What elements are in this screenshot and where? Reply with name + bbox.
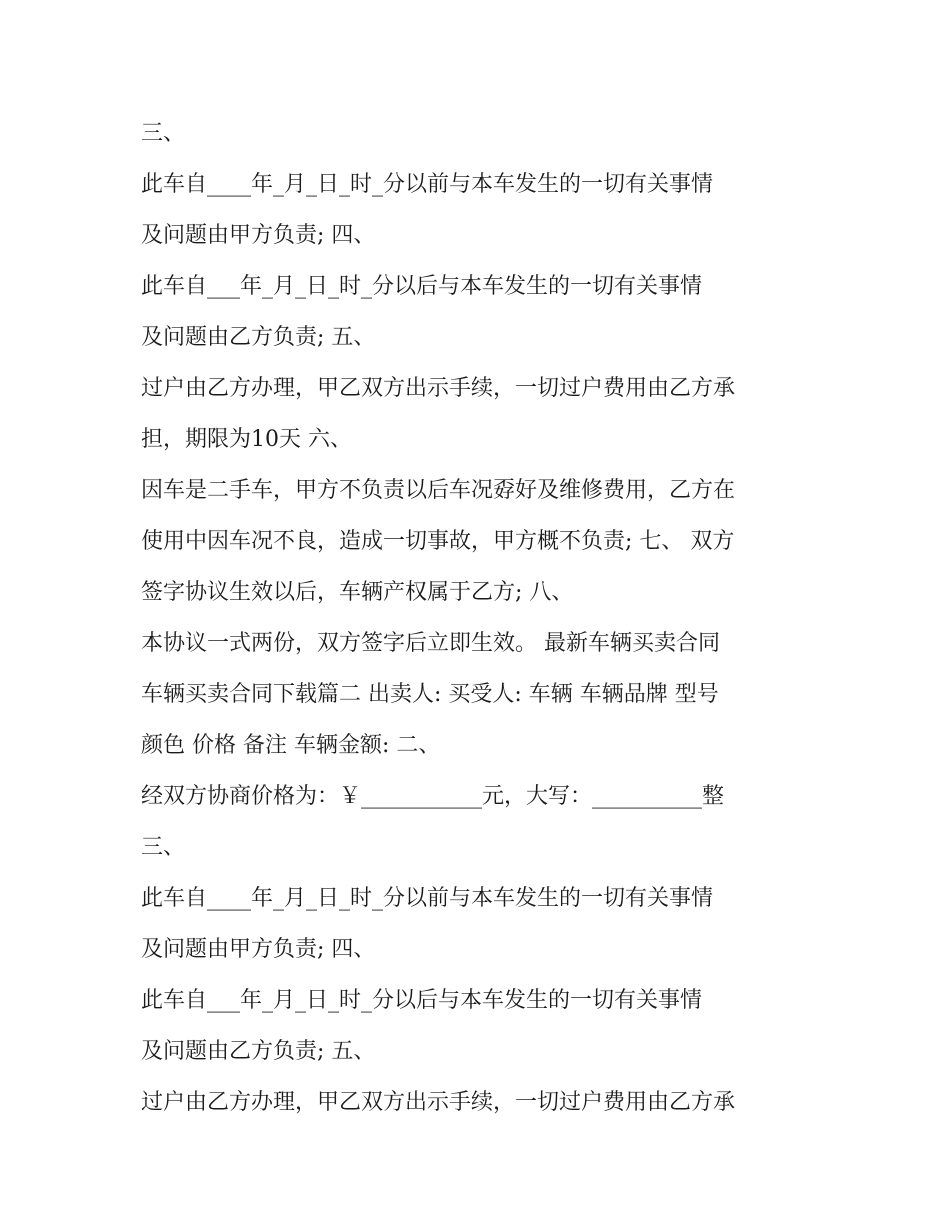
text-line: 三、 [141, 121, 186, 146]
text-line: 及问题由甲方负责; 四、 [141, 223, 376, 248]
text-line: 及问题由乙方负责; 五、 [141, 325, 376, 350]
text-line: 经双方协商价格为：￥___________元，大写：__________整 [141, 784, 725, 809]
text-line: 三、 [141, 835, 186, 860]
text-line: 此车自___年_月_日_时_分以后与本车发生的一切有关事情 [141, 988, 703, 1013]
text-line: 车辆买卖合同下载篇二 出卖人: 买受人: 车辆 车辆品牌 型号 [141, 682, 719, 707]
text-line: 因车是二手车，甲方不负责以后车况孬好及维修费用，乙方在 [141, 478, 736, 503]
text-line: 此车自____年_月_日_时_分以前与本车发生的一切有关事情 [141, 886, 714, 911]
text-line: 签字协议生效以后，车辆产权属于乙方; 八、 [141, 580, 574, 605]
text-line: 此车自____年_月_日_时_分以前与本车发生的一切有关事情 [141, 172, 714, 197]
text-line: 及问题由甲方负责; 四、 [141, 937, 376, 962]
text-line: 及问题由乙方负责; 五、 [141, 1039, 376, 1064]
text-line: 颜色 价格 备注 车辆金额: 二、 [141, 733, 441, 758]
text-line: 过户由乙方办理，甲乙双方出示手续，一切过户费用由乙方承 [141, 376, 736, 401]
text-line: 过户由乙方办理，甲乙双方出示手续，一切过户费用由乙方承 [141, 1090, 736, 1115]
text-line: 此车自___年_月_日_时_分以后与本车发生的一切有关事情 [141, 274, 703, 299]
text-line: 担，期限为10天 六、 [141, 427, 352, 452]
document-body [141, 108, 841, 1128]
text-line: 使用中因车况不良，造成一切事故，甲方概不负责; 七、 双方 [141, 529, 735, 554]
text-line: 本协议一式两份，双方签字后立即生效。 最新车辆买卖合同 [141, 631, 720, 656]
